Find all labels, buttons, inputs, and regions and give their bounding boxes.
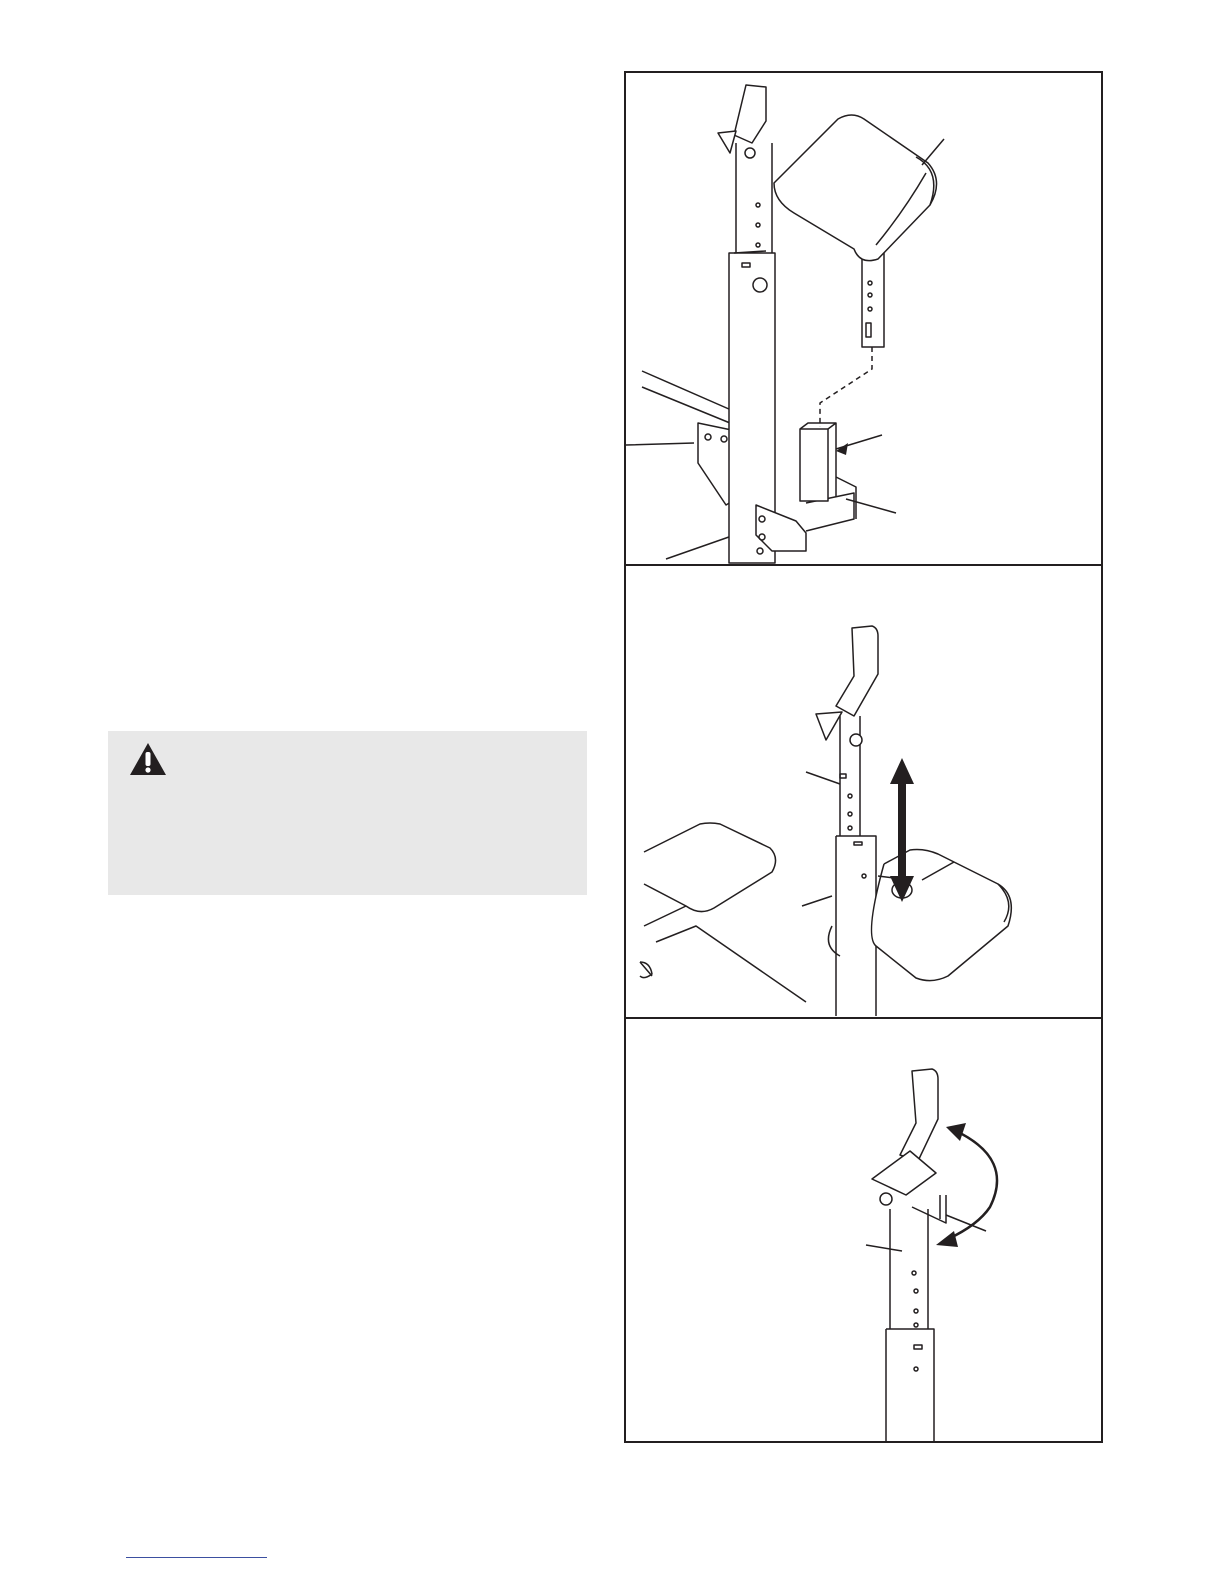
footer-rule [126,1557,267,1558]
figure-3-drawing [626,1019,1101,1443]
rotation-arrow-icon [936,1123,966,1247]
double-arrow-icon [890,758,914,902]
figure-2-drawing [626,566,1101,1019]
warning-box [108,731,587,895]
figure-1 [626,73,1101,564]
figure-2 [626,564,1101,1019]
figure-3 [626,1017,1101,1443]
figure-1-drawing [626,73,1101,564]
warning-triangle-icon [128,741,168,777]
figure-frame [624,71,1103,1443]
